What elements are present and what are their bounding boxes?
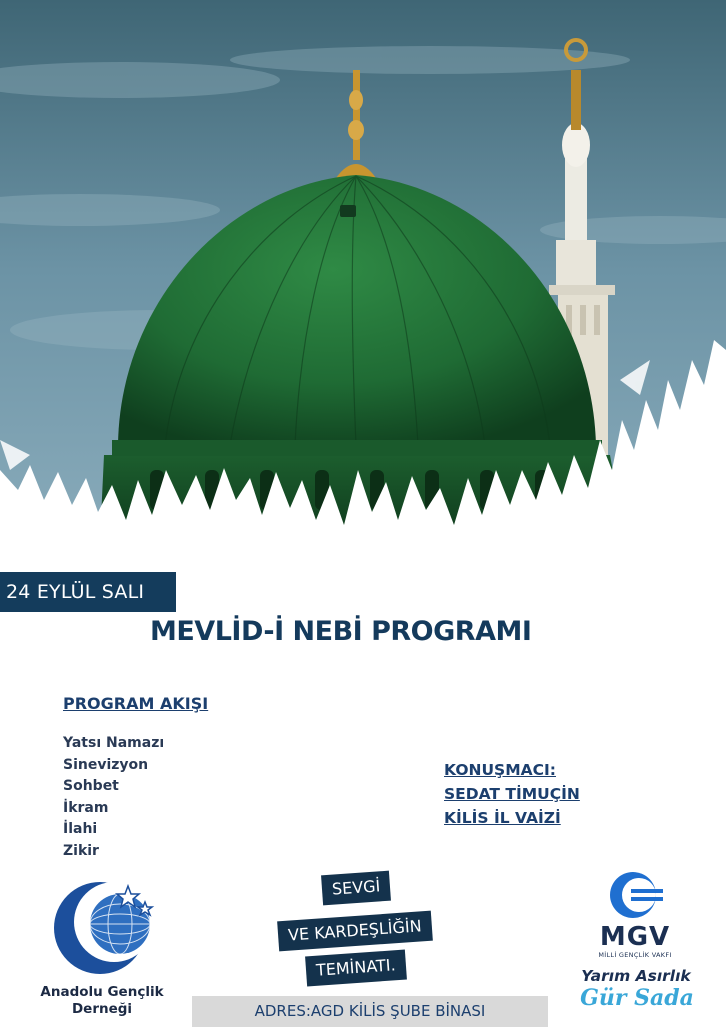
organizer-name-line-1: Anadolu Gençlik bbox=[40, 984, 164, 1000]
partner-tagline-1: Yarım Asırlık bbox=[581, 967, 691, 985]
program-item: Yatsı Namazı bbox=[63, 735, 165, 751]
organizer-name bbox=[36, 984, 168, 1018]
program-item: İlahi bbox=[63, 821, 98, 837]
speaker-role: KİLİS İL VAİZİ bbox=[444, 809, 561, 827]
mgv-logo-icon bbox=[607, 870, 663, 920]
partner-acronym: MGV bbox=[599, 922, 671, 952]
program-item: Sohbet bbox=[63, 778, 119, 794]
program-list bbox=[63, 733, 164, 862]
partner-full-name: MİLLİ GENÇLİK VAKFI bbox=[598, 951, 672, 959]
slogan-line-3: TEMİNATI. bbox=[305, 950, 407, 987]
slogan-line-2: VE KARDEŞLİĞİN bbox=[277, 911, 432, 952]
speaker-block bbox=[444, 758, 580, 830]
event-date-banner: 24 EYLÜL SALI bbox=[0, 572, 176, 612]
event-title: MEVLİD-İ NEBİ PROGRAMI bbox=[150, 616, 532, 647]
speaker-label: KONUŞMACI: bbox=[444, 761, 556, 779]
slogan-line-1: SEVGİ bbox=[321, 871, 391, 906]
organizer-name-line-2: Derneği bbox=[71, 1001, 133, 1017]
partner-tagline-2: Gür Sada bbox=[580, 985, 694, 1011]
program-item: Zikir bbox=[63, 842, 99, 859]
program-item: İkram bbox=[63, 799, 109, 816]
program-item: Sinevizyon bbox=[63, 756, 149, 773]
address-bar: ADRES:AGD KİLİS ŞUBE BİNASI bbox=[192, 996, 548, 1027]
agd-logo bbox=[48, 876, 160, 982]
speaker-name: SEDAT TİMUÇİN bbox=[444, 785, 580, 803]
program-heading: PROGRAM AKIŞI bbox=[63, 694, 209, 713]
